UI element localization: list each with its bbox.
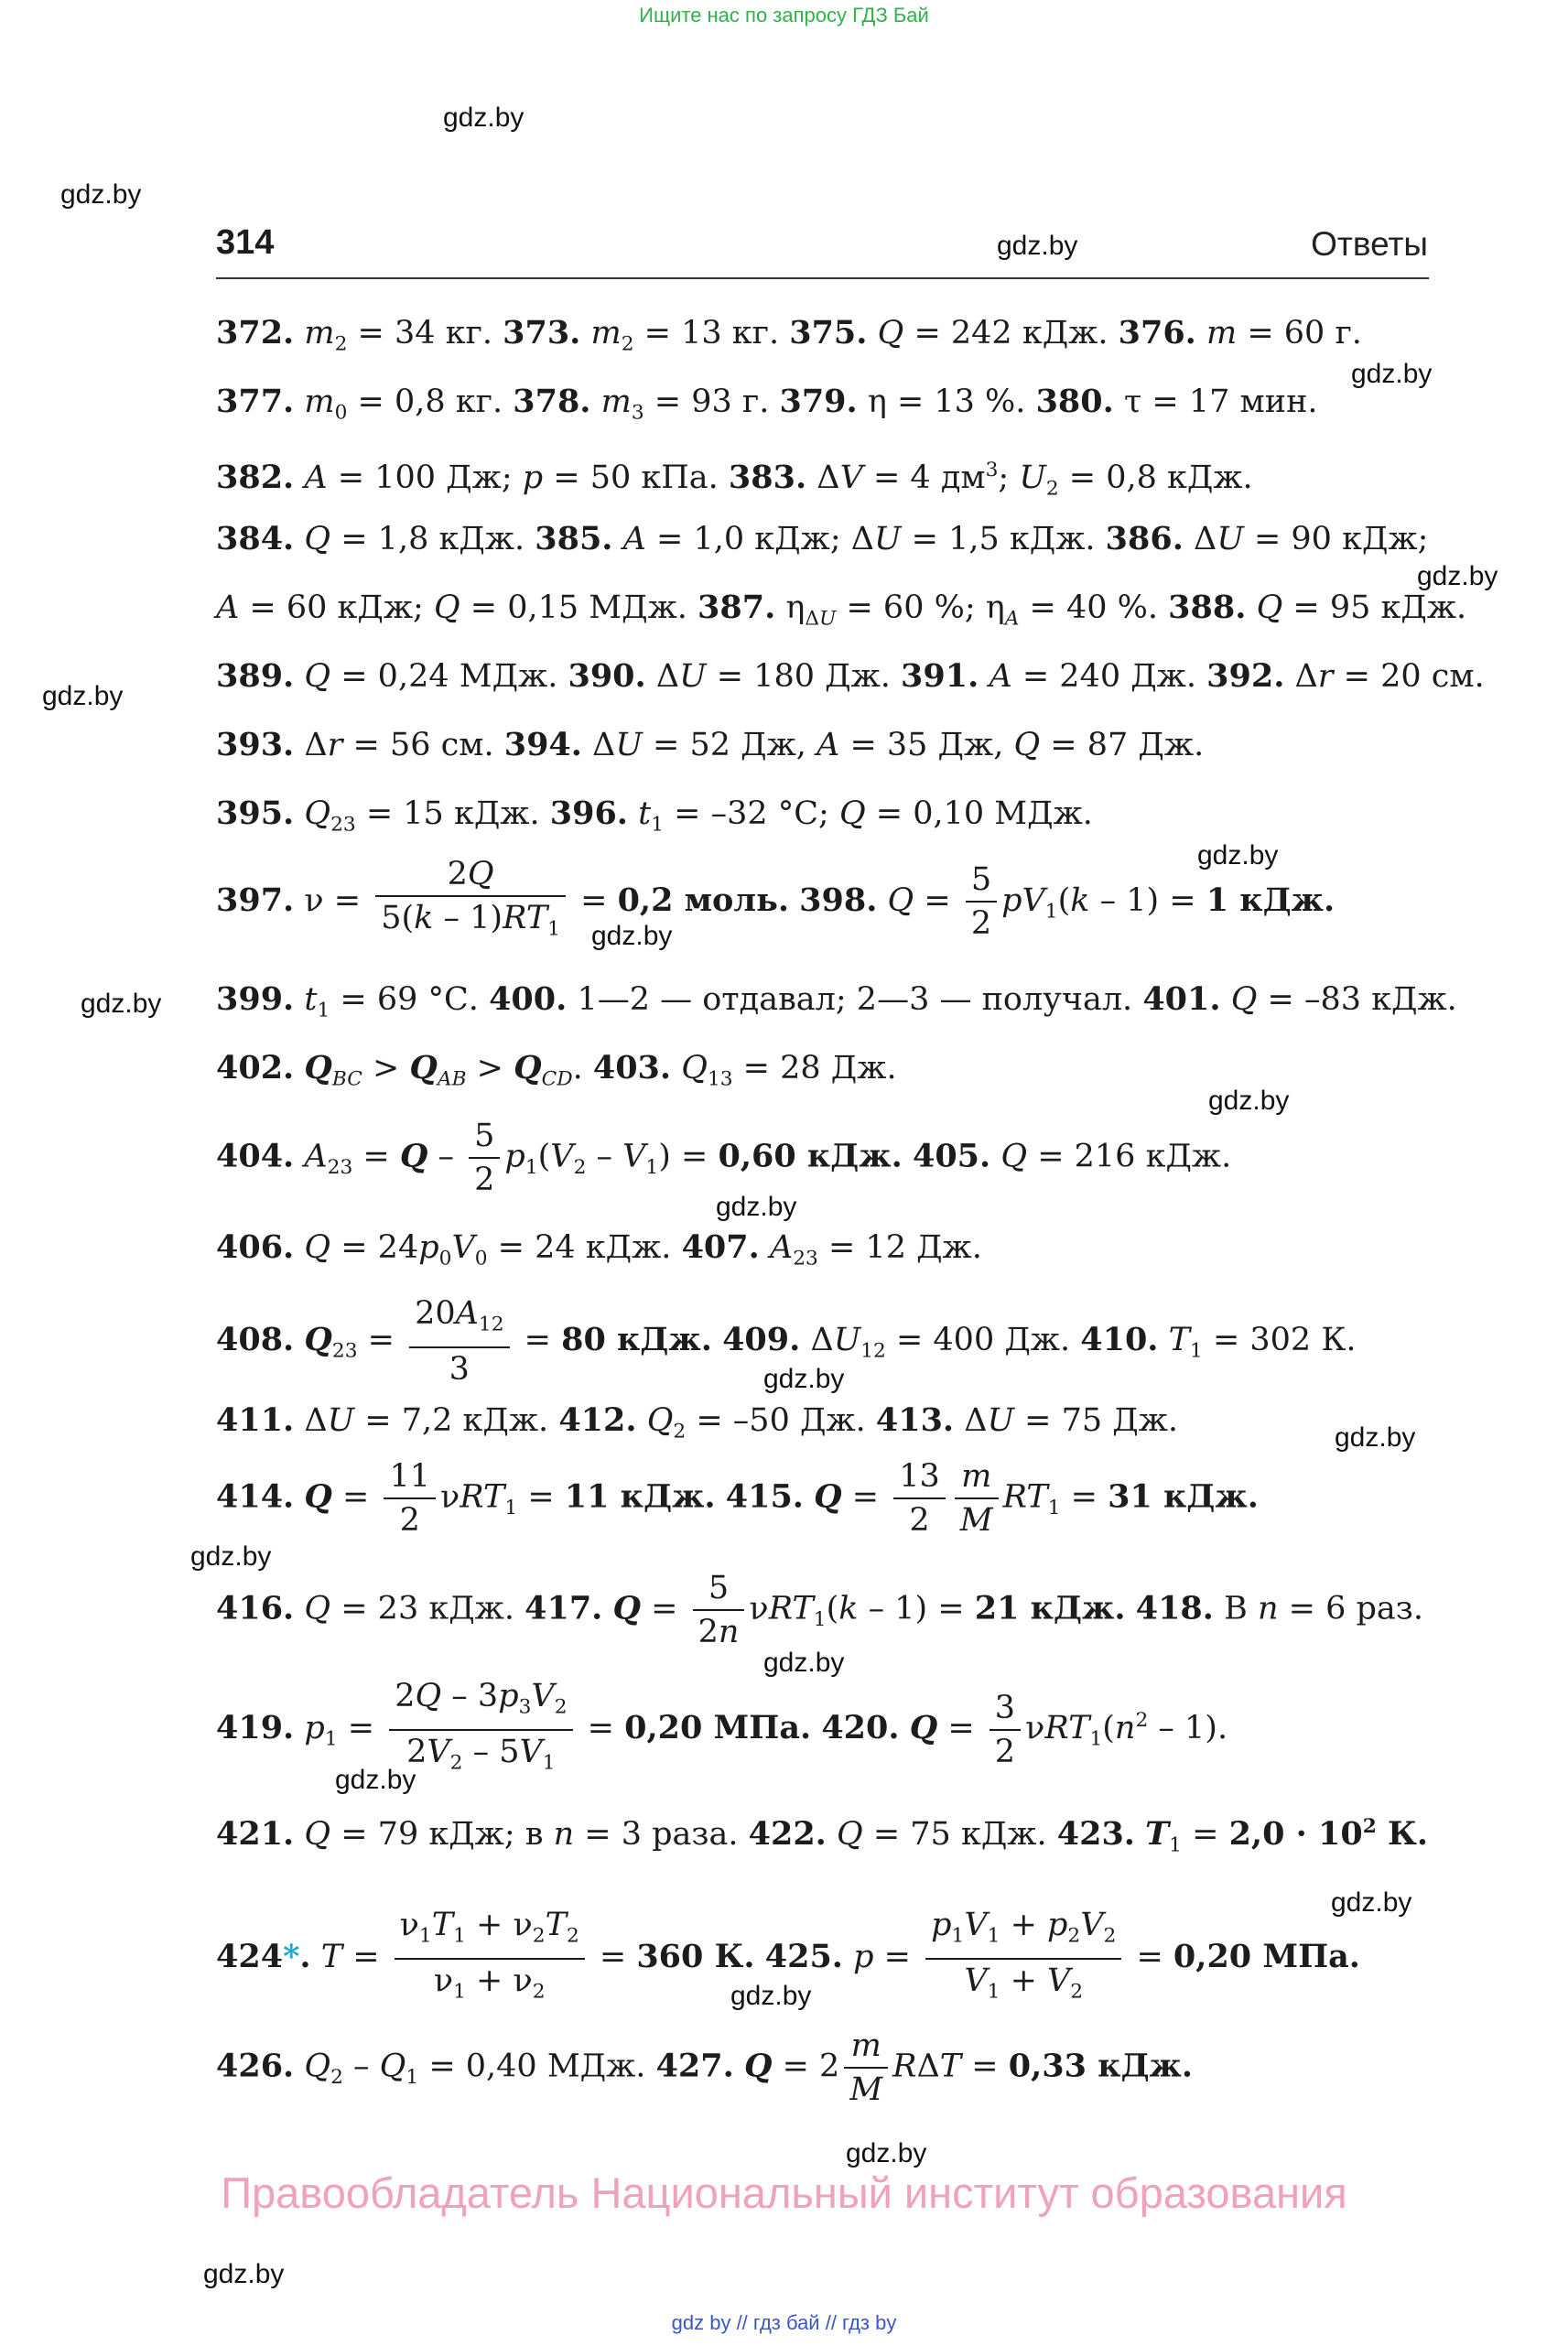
watermark: gdz.by <box>591 921 673 951</box>
watermark: gdz.by <box>846 2138 927 2168</box>
answer-line: A = 60 кДж; Q = 0,15 МДж. 387. $\eta_{\Delta U} = 60$ %; $\eta_A = 40$ %. 388. Q = 95 кДж. <box>216 589 1467 631</box>
watermark: gdz.by <box>443 103 524 133</box>
answer-line: 411. ΔU = 7,2 кДж. 412. $Q_2 = -50$ Дж. 413. ΔU = 75 Дж. <box>216 1401 1179 1443</box>
answer-line: 408. $Q_{23}$ = $\frac{20A_{12}}{3}$ = 80 кДж. 409. $\Delta U_{12} = 400$ Дж. 410. $T_1 = 302$ К. <box>216 1292 1433 1390</box>
answer-line: 424*. T = $\frac{\nu_1T_1 + \nu_2T_2}{\nu_1 + \nu_2}$ = 360 К. 425. p = $\frac{p_1V_1 + p_2V_2}{V_1 + V_2}$ = 0,20 МПа. <box>216 1904 1433 2013</box>
fraction: $\frac{m}{M}$ <box>955 1455 999 1541</box>
watermark: gdz.by <box>763 1364 845 1394</box>
watermark: gdz.by <box>716 1192 797 1222</box>
fraction: $\frac{11}{2}$ <box>384 1455 436 1541</box>
answer-line: 389. Q = 0,24 МДж. 390. ΔU = 180 Дж. 391. A = 240 Дж. 392. Δr = 20 см. <box>216 657 1485 695</box>
answer-line: 377. $m_0 = 0,8$ кг. 378. $m_3 = 93$ г. 379. η = 13 %. 380. τ = 17 мин. <box>216 383 1318 425</box>
answer-line: 426. $Q_2 - Q_1 = 0,40$ МДж. 427. Q = 2 $\frac{m}{M}$ RΔT = 0,33 кДж. <box>216 2025 1433 2111</box>
page-number: 314 <box>216 223 275 262</box>
watermark: gdz.by <box>203 2259 285 2289</box>
answer-line: 404. $A_{23} = Q$ – $\frac{5}{2}$ $p_1(V_2 - V_1) = 0,60$ кДж. 405. Q = 216 кДж. <box>216 1115 1433 1201</box>
star-mark: * <box>283 1938 300 1976</box>
fraction: $\frac{5}{2}$ <box>469 1115 500 1201</box>
fraction: $\frac{2Q}{5(k - 1)RT_1}$ <box>375 853 566 951</box>
watermark: gdz.by <box>190 1541 272 1572</box>
section-title: Ответы <box>1311 225 1428 263</box>
watermark: gdz.by <box>1351 359 1433 389</box>
answer-line: 384. Q = 1,8 кДж. 385. A = 1,0 кДж; ΔU = 1,5 кДж. 386. ΔU = 90 кДж; <box>216 520 1429 557</box>
fraction: $\frac{3}{2}$ <box>989 1687 1021 1773</box>
watermark: gdz.by <box>763 1648 845 1678</box>
fraction: $\frac{5}{2}$ <box>966 859 997 945</box>
fraction: $\frac{\nu_1T_1 + \nu_2T_2}{\nu_1 + \nu_2}$ <box>395 1904 585 2013</box>
fraction: $\frac{2Q - 3p_3V_2}{2V_2 - 5V_1}$ <box>389 1675 572 1784</box>
watermark: gdz.by <box>730 1981 812 2011</box>
watermark: gdz.by <box>1417 561 1498 591</box>
fraction: $\frac{p_1V_1 + p_2V_2}{V_1 + V_2}$ <box>925 1904 1121 2013</box>
header-rule <box>216 277 1429 279</box>
answer-line: 421. Q = 79 кДж; в n = 3 раза. 422. Q = 75 кДж. 423. $T_1 = 2,0 \cdot 10^2$ К. <box>216 1815 1429 1857</box>
watermark: gdz.by <box>81 989 162 1019</box>
watermark: gdz.by <box>1197 840 1279 870</box>
fraction: $\frac{13}{2}$ <box>893 1455 946 1541</box>
answer-line: 406. $Q = 24p_0V_0 = 24$ кДж. 407. $A_{23} = 12$ Дж. <box>216 1228 982 1270</box>
answer-line: 395. $Q_{23} = 15$ кДж. 396. $t_1 = -32$ °С; Q = 0,10 МДж. <box>216 795 1093 837</box>
fraction: $\frac{5}{2n}$ <box>693 1567 745 1653</box>
watermark: gdz.by <box>1208 1086 1290 1116</box>
watermark: gdz.by <box>997 231 1078 261</box>
answer-line: 393. Δr = 56 см. 394. ΔU = 52 Дж, A = 35 Дж, Q = 87 Дж. <box>216 726 1205 763</box>
answer-line: 419. $p_1$ = $\frac{2Q - 3p_3V_2}{2V_2 - 5V_1}$ = 0,20 МПа. 420. Q = $\frac{3}{2}$ $\nu RT_1(n^2 - 1)$. <box>216 1675 1433 1784</box>
answer-line: 382. A = 100 Дж; p = 50 кПа. 383. ΔV = 4 $дм^3$; $U_2 = 0,8$ кДж. <box>216 459 1253 501</box>
watermark: gdz.by <box>60 179 142 210</box>
watermark: gdz.by <box>1335 1422 1416 1453</box>
answer-line: 372. $m_2 = 34$ кг. 373. $m_2 = 13$ кг. 375. Q = 242 кДж. 376. m = 60 г. <box>216 314 1362 356</box>
watermark: gdz.by <box>335 1765 416 1795</box>
answer-line: 399. $t_1 = 69$ °С. 400. 1—2 — отдавал; 2—3 — получал. 401. Q = –83 кДж. <box>216 980 1457 1022</box>
answer-line: 416. Q = 23 кДж. 417. Q = $\frac{5}{2n}$ νRT$_1$(k – 1) = 21 кДж. 418. В n = 6 раз. <box>216 1567 1433 1653</box>
fraction: $\frac{20A_{12}}{3}$ <box>409 1292 509 1390</box>
rights-notice: Правообладатель Национальный институт образования <box>221 2168 1347 2217</box>
bottom-links[interactable]: gdz by // гдз бай // гдз by <box>671 2311 897 2334</box>
answer-line: 402. $Q_{BC} > Q_{AB} > Q_{CD}$. 403. $Q_{13} = 28$ Дж. <box>216 1049 897 1091</box>
answer-line: 397. ν = $\frac{2Q}{5(k - 1)RT_1}$ = 0,2 моль. 398. Q = $\frac{5}{2}$ $pV_1(k - 1) = 1$ кДж. <box>216 853 1433 951</box>
top-banner[interactable]: Ищите нас по запросу ГДЗ Бай <box>639 4 929 27</box>
answer-line: 414. Q = $\frac{11}{2}$ νRT$_1$ = 11 кДж. 415. Q = $\frac{13}{2}$ $\frac{m}{M}$ $RT_1 = 31$ кДж. <box>216 1455 1433 1541</box>
watermark: gdz.by <box>1331 1887 1412 1918</box>
fraction: $\frac{m}{M}$ <box>844 2025 888 2111</box>
watermark: gdz.by <box>42 681 124 711</box>
